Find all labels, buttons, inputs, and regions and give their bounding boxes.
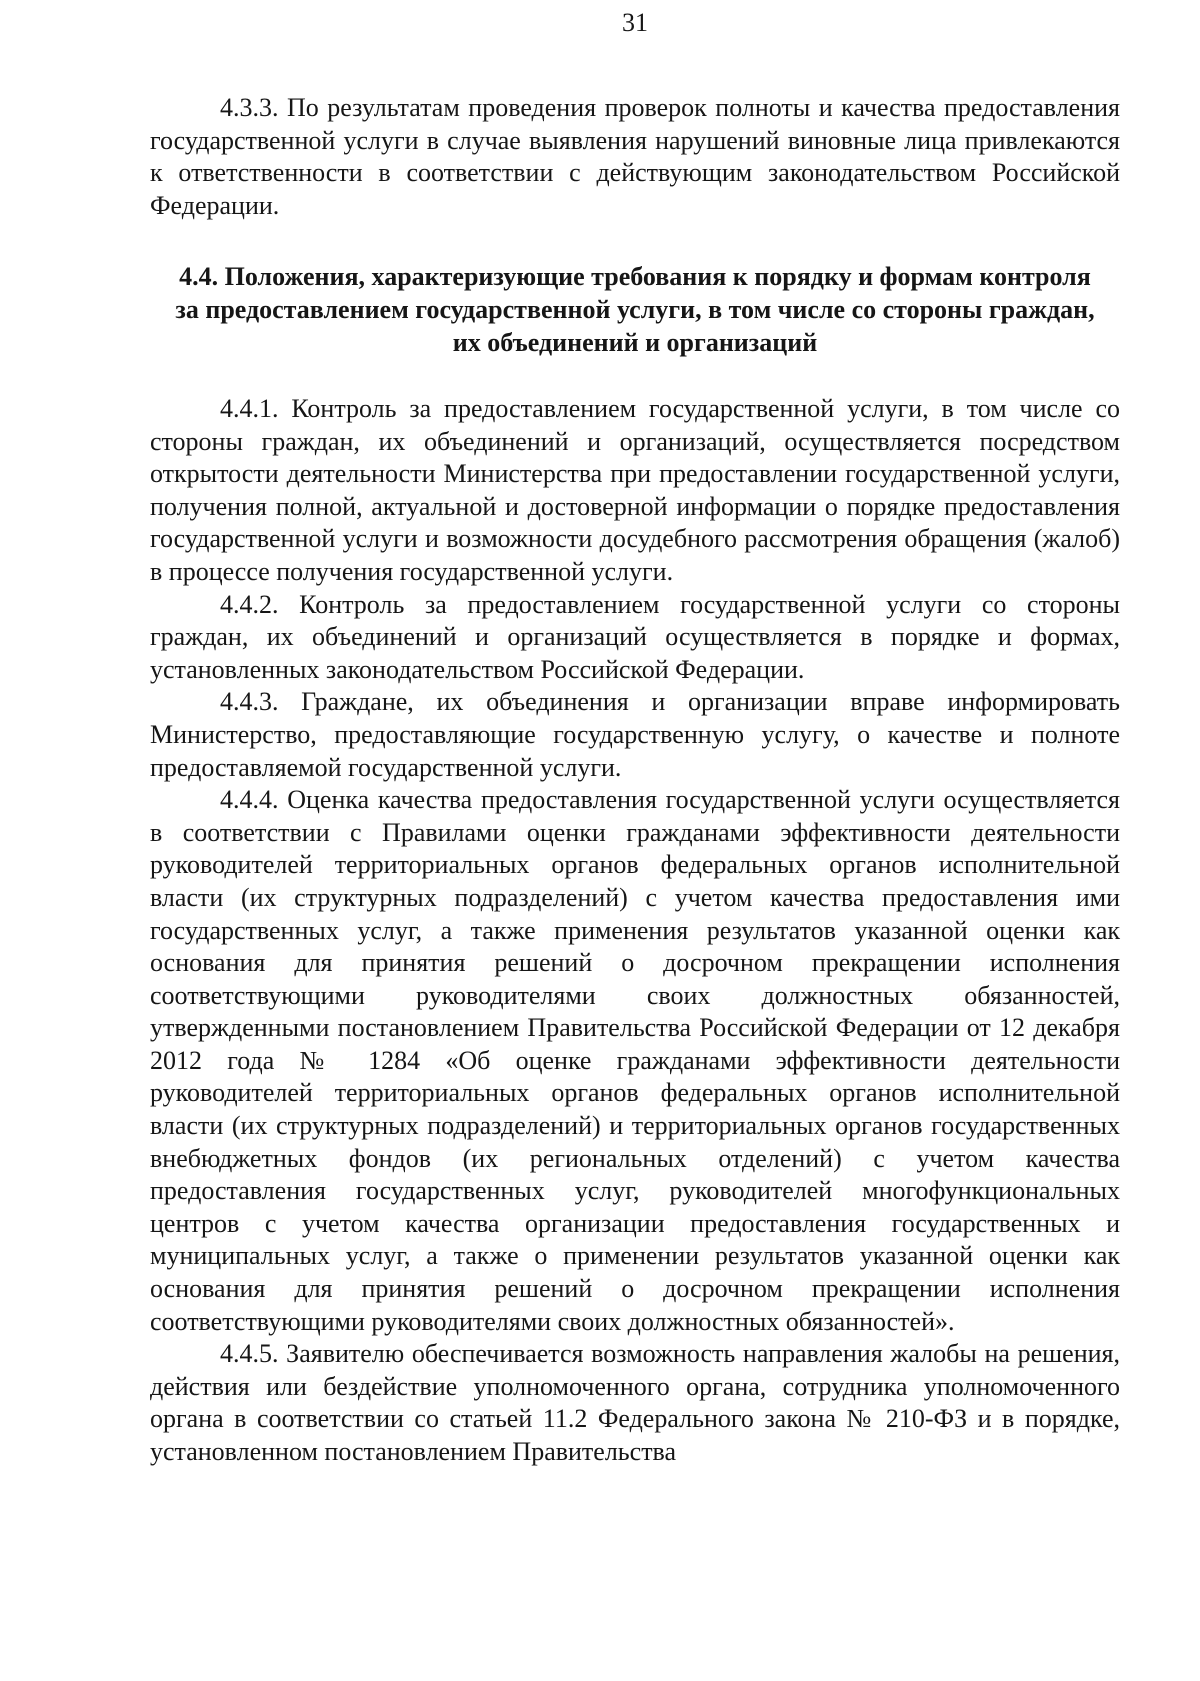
paragraph-4-4-5: 4.4.5. Заявителю обеспечивается возможность направления жалобы на решения, действия или бездействие уполномоченного органа, сотрудника уполномоченного органа в соответствии со статьей 11.2 Федерального закона № 210-ФЗ и в порядке, установленном постановлением Правительства [150,1339,1120,1466]
paragraph-4-4-3: 4.4.3. Граждане, их объединения и организации вправе информировать Министерство, предоставляющие государственную услугу, о качестве и полноте предоставляемой государственной услуги. [150,687,1120,782]
paragraph-4-4-1: 4.4.1. Контроль за предоставлением государственной услуги, в том числе со стороны граждан, их объединений и организаций, осуществляется посредством открытости деятельности Министерства при предоставлении государственной услуги, получения полной, актуальной и достоверной информации о порядке предоставления государственной услуги и возможности досудебного рассмотрения обращения (жалоб) в процессе получения государственной услуги. [150,394,1120,586]
paragraph-4-4-4: 4.4.4. Оценка качества предоставления государственной услуги осуществляется в соответствии с Правилами оценки гражданами эффективности деятельности руководителей территориальных органов федеральных органов исполнительной власти (их структурных подразделений) с учетом качества предоставления ими государственных услуг, а также применения результатов указанной оценки как основания для принятия решений о досрочном прекращении исполнения соответствующими руководителями своих должностных обязанностей, утвержденными постановлением Правительства Российской Федерации от 12 декабря 2012 года № 1284 «Об оценке гражданами эффективности деятельности руководителей территориальных органов федеральных органов исполнительной власти (их структурных подразделений) и территориальных органов государственных внебюджетных фондов (их региональных отделений) с учетом качества предоставления государственных услуг, руководителей многофункциональных центров с учетом качества организации предоставления государственных и муниципальных услуг, а также о применении результатов указанной оценки как основания для принятия решений о досрочном прекращении исполнения соответствующими руководителями своих должностных обязанностей». [150,785,1120,1336]
section-heading-4-4: 4.4. Положения, характеризующие требования к порядку и формам контроля за предоставлением государственной услуги, в том числе со стороны граждан, их объединений и организаций [175,262,1095,357]
paragraph-4-3-3: 4.3.3. По результатам проведения проверок полноты и качества предоставления государственной услуги в случае выявления нарушений виновные лица привлекаются к ответственности в соответствии с действующим законодательством Российской Федерации. [150,93,1120,220]
section-heading-block [150,260,1120,359]
paragraph-4-4-2: 4.4.2. Контроль за предоставлением государственной услуги со стороны граждан, их объединений и организаций осуществляется в порядке и формах, установленных законодательством Российской Федерации. [150,589,1120,684]
page-number: 31 [622,8,648,37]
paragraph-block-4-4 [150,393,1120,1469]
paragraph-block-4-3 [150,92,1120,222]
document-page [150,0,1120,1681]
